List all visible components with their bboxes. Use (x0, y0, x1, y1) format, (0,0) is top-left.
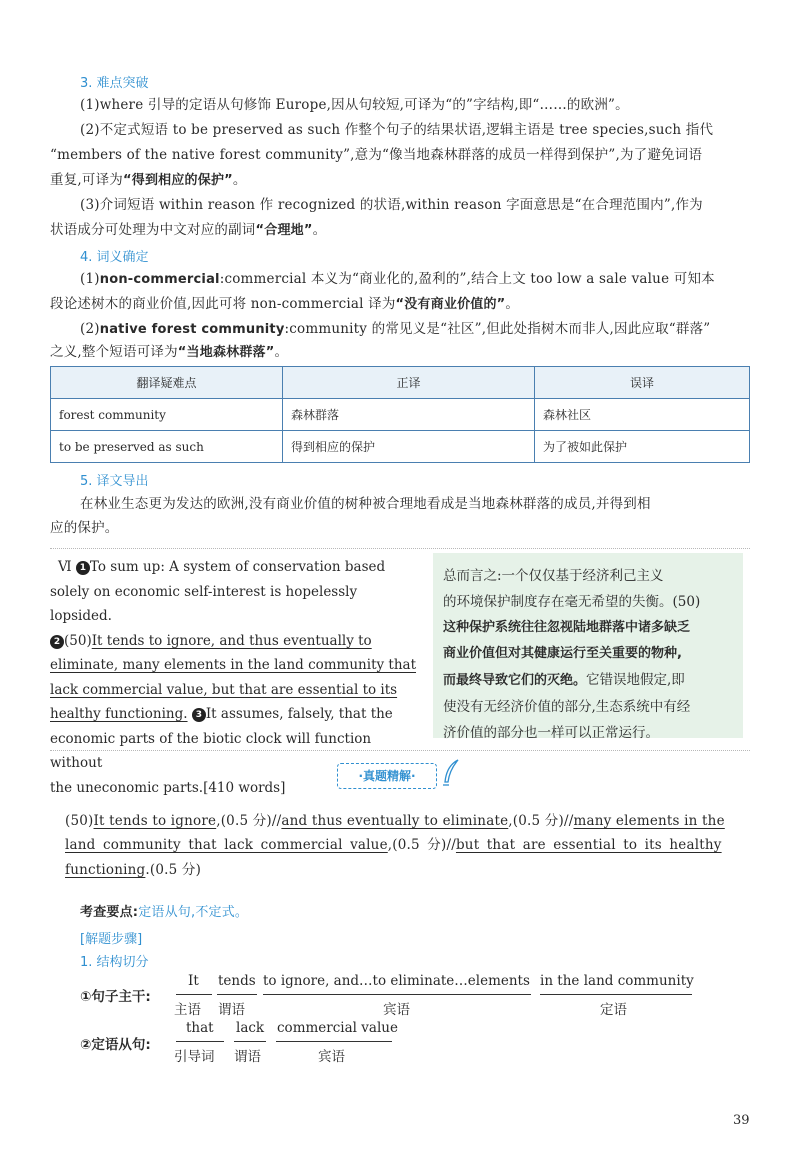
paragraph: (2)不定式短语 to be preserved as such 作整个句子的结果状语,逻辑主语是 tree species,such 指代 (80, 122, 714, 138)
section-heading-difficulties: 3. 难点突破 (80, 76, 149, 91)
table-row (51, 431, 750, 463)
structure-role: 宾语 (318, 1049, 345, 1065)
page-number: 39 (733, 1113, 750, 1128)
paragraph: 之义,整个短语可译为“当地森林群落”。 (50, 344, 289, 360)
section-badge: ·真题精解· (337, 763, 437, 789)
structure-label: ①句子主干: (80, 989, 151, 1005)
key-points: 考查要点:定语从句,不定式。 (80, 905, 249, 920)
table-cell: to be preserved as such (51, 431, 283, 463)
paragraph: “members of the native forest community”,意为“像当地森林群落的成员一样得到保护”,为了避免词语 (50, 147, 703, 163)
underline (540, 994, 692, 995)
paragraph: (1)where 引导的定语从句修饰 Europe,因从句较短,可译为“的”字结构,即“……的欧洲”。 (80, 97, 629, 113)
paragraph: 应的保护。 (50, 520, 119, 536)
structure-role: 主语 (174, 1002, 201, 1018)
structure-role: 谓语 (218, 1002, 245, 1018)
structure-word: It (188, 973, 199, 989)
table-header: 正译 (283, 367, 535, 399)
structure-role: 谓语 (234, 1049, 261, 1065)
bold-term: “没有商业价值的” (395, 297, 506, 312)
section-heading-translation: 5. 译文导出 (80, 474, 149, 489)
table-cell: 森林群落 (283, 399, 535, 431)
table-header-row (51, 367, 750, 399)
structure-word: to ignore, and…to eliminate…elements (263, 973, 530, 989)
underline (176, 994, 212, 995)
table-header: 翻译疑难点 (51, 367, 283, 399)
paragraph: 状语成分可处理为中文对应的副词“合理地”。 (50, 222, 327, 238)
structure-label: ②定语从句: (80, 1037, 151, 1053)
divider (50, 548, 750, 549)
table-cell: 为了被如此保护 (535, 431, 750, 463)
circled-number: 1 (76, 561, 90, 575)
structure-word: lack (236, 1020, 265, 1036)
paragraph: (1)non-commercial:commercial 本义为“商业化的,盈利的”,结合上文 too low a sale value 可知本 (80, 271, 715, 287)
paragraph: 重复,可译为“得到相应的保护”。 (50, 172, 247, 188)
bold-term: non-commercial (99, 272, 220, 287)
structure-word: tends (218, 973, 256, 989)
paragraph: (3)介词短语 within reason 作 recognized 的状语,within reason 字面意思是“在合理范围内”,作为 (80, 197, 703, 213)
analysis-line: land community that lack commercial value,(0.5 分)//but that are essential to its healthy (65, 837, 722, 853)
paragraph: 段论述树木的商业价值,因此可将 non-commercial 译为“没有商业价值的”。 (50, 296, 520, 312)
translation-table (50, 366, 750, 463)
underline (276, 1041, 392, 1042)
paragraph: (2)native forest community:community 的常见义是“社区”,但此处指树木而非人,因此应取“群落” (80, 321, 711, 337)
table-row (51, 399, 750, 431)
bold-term: “得到相应的保护” (123, 173, 233, 188)
analysis-line: (50)It tends to ignore,(0.5 分)//and thus eventually to eliminate,(0.5 分)//many elements in the (65, 813, 725, 829)
divider (50, 750, 750, 751)
structure-role: 引导词 (174, 1049, 215, 1065)
chinese-translation-box: 总而言之:一个仅仅基于经济利己主义 的环境保护制度存在毫无希望的失衡。(50) 这种保护系统往往忽视陆地群落中诸多缺乏 商业价值但对其健康运行至关重要的物种, 而最终导致它们的灭绝。它错误地假定,即 使没有无经济价值的部分,生态系统中有经 济价值的部分也一样可以正常运行。 (433, 553, 743, 738)
analysis-line: functioning.(0.5 分) (65, 862, 202, 878)
table-header: 误译 (535, 367, 750, 399)
steps-heading: [解题步骤] (80, 932, 143, 947)
structure-word: in the land community (540, 973, 694, 989)
structure-word: commercial value (277, 1020, 398, 1036)
structure-role: 定语 (600, 1002, 627, 1018)
bold-term: “当地森林群落” (177, 345, 275, 360)
bold-term: native forest community (99, 322, 285, 337)
circled-number: 3 (192, 708, 206, 722)
underline (217, 994, 257, 995)
table-cell: 森林社区 (535, 399, 750, 431)
table-cell: forest community (51, 399, 283, 431)
paragraph: 在林业生态更为发达的欧洲,没有商业价值的树种被合理地看成是当地森林群落的成员,并得到相 (80, 496, 651, 512)
structure-word: that (186, 1020, 214, 1036)
table-cell: 得到相应的保护 (283, 431, 535, 463)
step-heading: 1. 结构切分 (80, 955, 149, 970)
underline (234, 1041, 266, 1042)
underline (176, 1041, 224, 1042)
english-passage: Ⅵ 1 To sum up: A system of conservation based solely on economic self-interest is hopelessly lopsided. 2 (50)It tends to ignore, and thus eventually to eliminate, many elements in the land community that lack commercial value, but that are essential to its healthy functioning. 3 It assumes, falsely, that the economic parts of the biotic clock will function without the uneconomic parts.[410 words] (50, 559, 417, 796)
quill-icon (440, 758, 462, 788)
structure-role: 宾语 (383, 1002, 410, 1018)
bold-term: “合理地” (255, 223, 313, 238)
underline (263, 994, 531, 995)
section-heading-word-meaning: 4. 词义确定 (80, 250, 149, 265)
circled-number: 2 (50, 635, 64, 649)
